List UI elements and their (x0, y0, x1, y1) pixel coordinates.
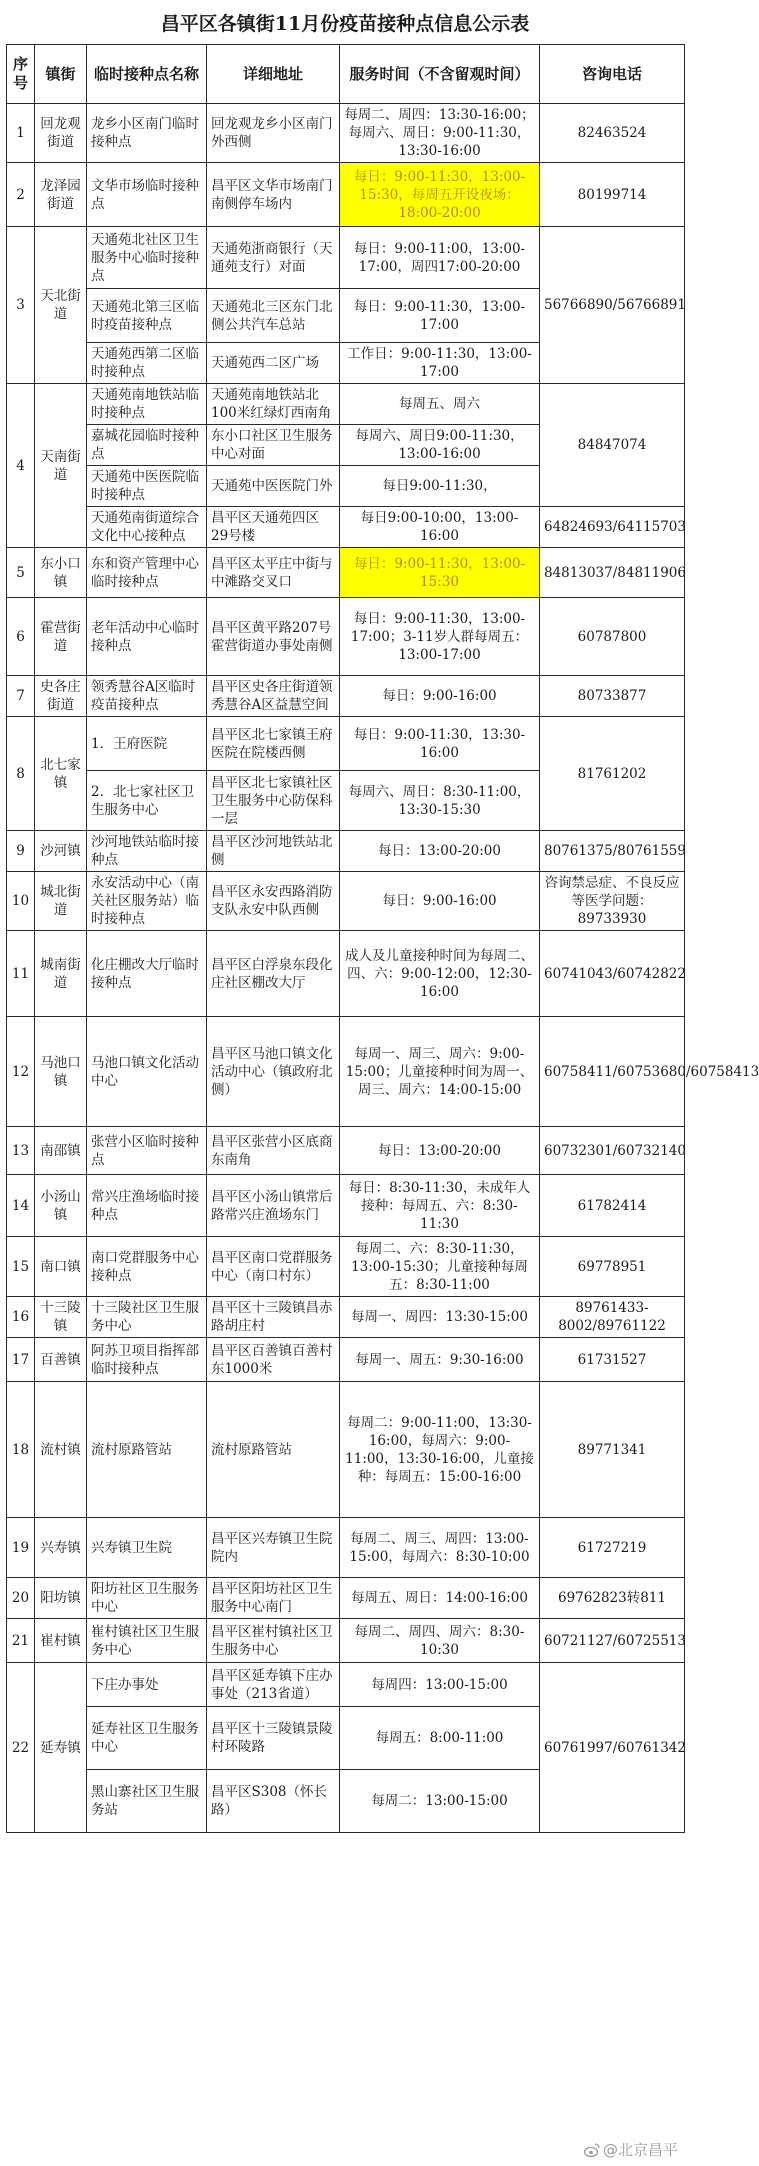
service-time: 每日：9:00-11:30，13:00-17:00；3-11岁人群每周五：13:00-17:00 (340, 598, 540, 676)
table-row (7, 717, 685, 771)
site-name: 十三陵社区卫生服务中心 (87, 1297, 207, 1338)
service-time: 成人及儿童接种时间为每周二、四、六：9:00-12:00，12:30-16:00 (340, 931, 540, 1017)
contact-phone: 60787800 (540, 598, 685, 676)
header-phone: 咨询电话 (540, 45, 685, 104)
town-name: 延寿镇 (35, 1663, 87, 1833)
site-address: 天通苑浙商银行（天通苑支行）对面 (207, 227, 340, 289)
service-time: 每日9:00-10:00，13:00-16:00 (340, 507, 540, 548)
town-name: 崔村镇 (35, 1619, 87, 1663)
town-name: 阳坊镇 (35, 1578, 87, 1619)
contact-phone: 80733877 (540, 676, 685, 717)
contact-phone: 69762823转811 (540, 1578, 685, 1619)
service-time: 每周五：8:00-11:00 (340, 1707, 540, 1770)
service-time: 每周二：13:00-15:00 (340, 1770, 540, 1833)
service-time: 每周一、周四：13:30-15:00 (340, 1297, 540, 1338)
site-address: 昌平区史各庄街道领秀慧谷A区益慧空间 (207, 676, 340, 717)
site-address: 天通苑西二区广场 (207, 343, 340, 384)
town-name: 史各庄街道 (35, 676, 87, 717)
site-name: 天通苑南街道综合文化中心接种点 (87, 507, 207, 548)
table-row (7, 676, 685, 717)
site-name: 2．北七家社区卫生服务中心 (87, 771, 207, 831)
table-row (7, 1127, 685, 1175)
table-row (7, 1338, 685, 1382)
town-name: 南口镇 (35, 1237, 87, 1297)
service-time: 每日：9:00-16:00 (340, 676, 540, 717)
town-name: 小汤山镇 (35, 1175, 87, 1237)
site-name: 沙河地铁站临时接种点 (87, 831, 207, 872)
site-address: 东小口社区卫生服务中心对面 (207, 425, 340, 466)
site-name: 天通苑北第三区临时疫苗接种点 (87, 289, 207, 343)
site-address: 昌平区兴寿镇卫生院院内 (207, 1518, 340, 1578)
site-name: 张营小区临时接种点 (87, 1127, 207, 1175)
site-address: 昌平区文华市场南门南侧停车场内 (207, 163, 340, 227)
site-name: 南口党群服务中心接种点 (87, 1237, 207, 1297)
site-name: 阳坊社区卫生服务中心 (87, 1578, 207, 1619)
site-address: 昌平区延寿镇下庄办事处（213省道） (207, 1663, 340, 1707)
site-address: 昌平区沙河地铁站北侧 (207, 831, 340, 872)
service-time: 每周六、周日：8:30-11:00，13:30-15:30 (340, 771, 540, 831)
contact-phone: 咨询禁忌症、不良反应等医学问题：89733930 (540, 872, 685, 931)
site-address: 昌平区S308（怀长路） (207, 1770, 340, 1833)
town-name: 天北街道 (35, 227, 87, 384)
header-site-name: 临时接种点名称 (87, 45, 207, 104)
service-time: 每周一、周三、周六：9:00-15:00；儿童接种时间为周一、周三、周六：14:00-15:00 (340, 1017, 540, 1127)
row-number: 20 (7, 1578, 35, 1619)
table-row (7, 1663, 685, 1707)
service-time: 每日：8:30-11:30，未成年人接种：每周五、六：8:30-11:30 (340, 1175, 540, 1237)
table-row (7, 1578, 685, 1619)
site-name: 领秀慧谷A区临时疫苗接种点 (87, 676, 207, 717)
header-row (7, 45, 685, 104)
service-time: 每周五、周六 (340, 384, 540, 425)
contact-phone: 60721127/60725513 (540, 1619, 685, 1663)
contact-phone: 89761433-8002/89761122 (540, 1297, 685, 1338)
service-time: 每日：13:00-20:00 (340, 1127, 540, 1175)
site-name: 天通苑北社区卫生服务中心临时接种点 (87, 227, 207, 289)
contact-phone: 80199714 (540, 163, 685, 227)
header-town: 镇街 (35, 45, 87, 104)
row-number: 5 (7, 548, 35, 598)
row-number: 10 (7, 872, 35, 931)
site-name: 文华市场临时接种点 (87, 163, 207, 227)
service-time: 每周二、周三、周四：13:00-15:00，每周六：8:30-10:00 (340, 1518, 540, 1578)
row-number: 11 (7, 931, 35, 1017)
table-row (7, 598, 685, 676)
site-name: 东和资产管理中心临时接种点 (87, 548, 207, 598)
table-row (7, 1619, 685, 1663)
service-time: 每周二、周四、周六：8:30-10:30 (340, 1619, 540, 1663)
service-time: 每日9:00-11:30， (340, 466, 540, 507)
town-name: 龙泽园街道 (35, 163, 87, 227)
table-row (7, 1518, 685, 1578)
table-row (7, 1237, 685, 1297)
table-row (7, 872, 685, 931)
site-address: 昌平区阳坊社区卫生服务中心南门 (207, 1578, 340, 1619)
table-row (7, 104, 685, 163)
row-number: 16 (7, 1297, 35, 1338)
contact-phone: 61731527 (540, 1338, 685, 1382)
contact-phone: 89771341 (540, 1382, 685, 1518)
site-address: 昌平区十三陵镇景陵村环陵路 (207, 1707, 340, 1770)
service-time: 每周六、周日9:00-11:30，13:00-16:00 (340, 425, 540, 466)
row-number: 19 (7, 1518, 35, 1578)
row-number: 1 (7, 104, 35, 163)
table-row (7, 831, 685, 872)
row-number: 7 (7, 676, 35, 717)
town-name: 天南街道 (35, 384, 87, 548)
row-number: 15 (7, 1237, 35, 1297)
contact-phone: 60732301/60732140 (540, 1127, 685, 1175)
town-name: 沙河镇 (35, 831, 87, 872)
site-address: 昌平区北七家镇社区卫生服务中心防保科一层 (207, 771, 340, 831)
contact-phone: 64824693/64115703 (540, 507, 685, 548)
town-name: 兴寿镇 (35, 1518, 87, 1578)
table-row (7, 548, 685, 598)
service-time: 每周二、六：8:30-11:30，13:00-15:30；儿童接种每周五：8:30-11:00 (340, 1237, 540, 1297)
header-service-time: 服务时间（不含留观时间） (340, 45, 540, 104)
service-time: 每日：9:00-11:30，13:00-17:00 (340, 289, 540, 343)
row-number: 4 (7, 384, 35, 548)
table-row (7, 1175, 685, 1237)
site-name: 崔村镇社区卫生服务中心 (87, 1619, 207, 1663)
table-row (7, 163, 685, 227)
site-address: 昌平区天通苑四区29号楼 (207, 507, 340, 548)
site-address: 昌平区十三陵镇昌赤路胡庄村 (207, 1297, 340, 1338)
contact-phone: 60741043/60742822 (540, 931, 685, 1017)
site-address: 昌平区北七家镇王府医院在院楼西侧 (207, 717, 340, 771)
row-number: 21 (7, 1619, 35, 1663)
service-time: 每周四：13:00-15:00 (340, 1663, 540, 1707)
site-name: 龙乡小区南门临时接种点 (87, 104, 207, 163)
site-name: 流村原路管站 (87, 1382, 207, 1518)
site-name: 阿苏卫项目指挥部临时接种点 (87, 1338, 207, 1382)
site-name: 兴寿镇卫生院 (87, 1518, 207, 1578)
site-address: 昌平区小汤山镇常后路常兴庄渔场东门 (207, 1175, 340, 1237)
site-name: 常兴庄渔场临时接种点 (87, 1175, 207, 1237)
weibo-icon (584, 2142, 600, 2158)
site-name: 马池口镇文化活动中心 (87, 1017, 207, 1127)
town-name: 城南街道 (35, 931, 87, 1017)
row-number: 6 (7, 598, 35, 676)
contact-phone: 61782414 (540, 1175, 685, 1237)
town-name: 百善镇 (35, 1338, 87, 1382)
contact-phone: 56766890/56766891 (540, 227, 685, 384)
service-time: 工作日：9:00-11:30，13:00-17:00 (340, 343, 540, 384)
row-number: 12 (7, 1017, 35, 1127)
watermark-text: @北京昌平 (602, 2141, 678, 2159)
town-name: 北七家镇 (35, 717, 87, 831)
contact-phone: 60761997/60761342 (540, 1663, 685, 1833)
site-address: 天通苑中医医院门外 (207, 466, 340, 507)
contact-phone: 61727219 (540, 1518, 685, 1578)
site-name: 天通苑中医医院临时接种点 (87, 466, 207, 507)
service-time: 每日：13:00-20:00 (340, 831, 540, 872)
watermark (584, 2139, 678, 2160)
town-name: 流村镇 (35, 1382, 87, 1518)
town-name: 城北街道 (35, 872, 87, 931)
header-address: 详细地址 (207, 45, 340, 104)
service-time: 每周二：9:00-11:00，13:30-16:00，每周六：9:00-11:00，13:30-16:00，儿童接种：每周五：15:00-16:00 (340, 1382, 540, 1518)
row-number: 2 (7, 163, 35, 227)
service-time: 每周二、周四：13:30-16:00；每周六、周日：9:00-11:30，13:30-16:00 (340, 104, 540, 163)
site-address: 昌平区永安西路消防支队永安中队西侧 (207, 872, 340, 931)
site-name: 天通苑南地铁站临时接种点 (87, 384, 207, 425)
site-name: 黑山寨社区卫生服务站 (87, 1770, 207, 1833)
site-address: 昌平区张营小区底商东南角 (207, 1127, 340, 1175)
vaccination-table (6, 44, 759, 1833)
site-address: 昌平区黄平路207号霍营街道办事处南侧 (207, 598, 340, 676)
page-title: 昌平区各镇街11月份疫苗接种点信息公示表 (160, 12, 530, 35)
town-name: 十三陵镇 (35, 1297, 87, 1338)
site-name: 永安活动中心（南关社区服务站）临时接种点 (87, 872, 207, 931)
site-name: 延寿社区卫生服务中心 (87, 1707, 207, 1770)
site-name: 下庄办事处 (87, 1663, 207, 1707)
service-time: 每周一、周五：9:30-16:00 (340, 1338, 540, 1382)
row-number: 14 (7, 1175, 35, 1237)
site-address: 昌平区马池口镇文化活动中心（镇政府北侧） (207, 1017, 340, 1127)
site-name: 嘉城花园临时接种点 (87, 425, 207, 466)
site-address: 回龙观龙乡小区南门外西侧 (207, 104, 340, 163)
site-address: 昌平区崔村镇社区卫生服务中心 (207, 1619, 340, 1663)
service-time: 每日：9:00-11:00，13:00-17:00，周四17:00-20:00 (340, 227, 540, 289)
site-address: 昌平区百善镇百善村东1000米 (207, 1338, 340, 1382)
header-no: 序号 (7, 45, 35, 104)
town-name: 南邵镇 (35, 1127, 87, 1175)
table-row (7, 931, 685, 1017)
row-number: 9 (7, 831, 35, 872)
row-number: 22 (7, 1663, 35, 1833)
town-name: 马池口镇 (35, 1017, 87, 1127)
contact-phone: 82463524 (540, 104, 685, 163)
table-row (7, 1017, 685, 1127)
service-time: 每日：9:00-16:00 (340, 872, 540, 931)
town-name: 东小口镇 (35, 548, 87, 598)
contact-phone: 69778951 (540, 1237, 685, 1297)
site-address: 天通苑北三区东门北侧公共汽车总站 (207, 289, 340, 343)
site-name: 天通苑西第二区临时接种点 (87, 343, 207, 384)
site-address: 昌平区南口党群服务中心（南口村东） (207, 1237, 340, 1297)
site-name: 化庄棚改大厅临时接种点 (87, 931, 207, 1017)
row-number: 3 (7, 227, 35, 384)
site-address: 天通苑南地铁站北100米红绿灯西南角 (207, 384, 340, 425)
site-address: 昌平区太平庄中街与中滩路交叉口 (207, 548, 340, 598)
site-address: 昌平区白浮泉东段化庄社区棚改大厅 (207, 931, 340, 1017)
contact-phone: 84847074 (540, 384, 685, 507)
row-number: 18 (7, 1382, 35, 1518)
site-name: 1．王府医院 (87, 717, 207, 771)
contact-phone: 84813037/84811906 (540, 548, 685, 598)
site-address: 流村原路管站 (207, 1382, 340, 1518)
table-row (7, 1297, 685, 1338)
contact-phone: 80761375/80761559 (540, 831, 685, 872)
site-name: 老年活动中心临时接种点 (87, 598, 207, 676)
table-row (7, 384, 685, 425)
contact-phone: 60758411/60753680/60758413 (540, 1017, 685, 1127)
town-name: 回龙观街道 (35, 104, 87, 163)
table-row (7, 507, 685, 548)
service-time: 每周五、周日：14:00-16:00 (340, 1578, 540, 1619)
service-time: 每日：9:00-11:30，13:30-16:00 (340, 717, 540, 771)
town-name: 霍营街道 (35, 598, 87, 676)
row-number: 8 (7, 717, 35, 831)
row-number: 17 (7, 1338, 35, 1382)
service-time: 每日：9:00-11:30，13:00-15:30，每周五开设夜场：18:00-20:00 (340, 163, 540, 227)
service-time: 每日：9:00-11:30，13:00-15:30 (340, 548, 540, 598)
row-number: 13 (7, 1127, 35, 1175)
table-row (7, 227, 685, 289)
table-row (7, 1382, 685, 1518)
contact-phone: 81761202 (540, 717, 685, 831)
